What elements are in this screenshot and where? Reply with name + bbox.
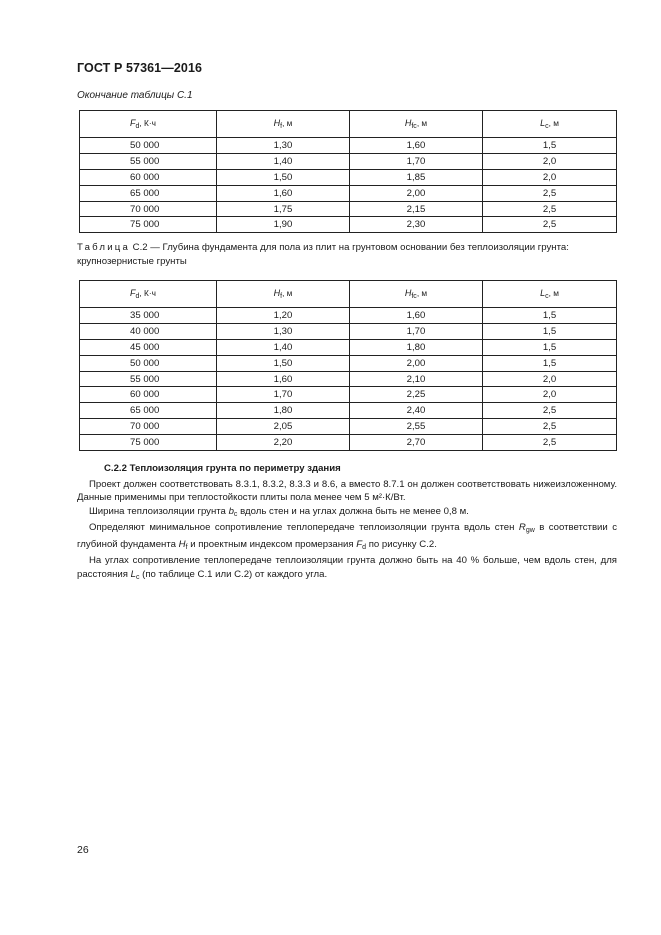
column-unit: , м [416, 118, 428, 128]
section-heading: С.2.2 Теплоизоляция грунта по периметру здания [104, 463, 341, 474]
table-cell: 2,5 [483, 403, 617, 419]
table-row [80, 201, 617, 217]
table-cell: 1,75 [217, 201, 350, 217]
table-cell: 2,15 [350, 201, 483, 217]
table-cell: 55 000 [80, 371, 217, 387]
table-cell: 1,70 [217, 387, 350, 403]
table-cell: 1,30 [217, 138, 350, 154]
paragraph-2 [77, 505, 617, 522]
table-row [80, 435, 617, 451]
table-cell: 60 000 [80, 387, 217, 403]
table-row [80, 355, 617, 371]
column-unit: , м [282, 288, 293, 298]
table-cell: 50 000 [80, 355, 217, 371]
column-header [483, 111, 617, 138]
table-row [80, 403, 617, 419]
column-header [217, 111, 350, 138]
table-cell: 2,25 [350, 387, 483, 403]
table-cell: 2,70 [350, 435, 483, 451]
paragraph-1: Проект должен соответствовать 8.3.1, 8.3.2, 8.3.3 и 8.6, а вместо 8.7.1 он должен соответствовать нижеизложенному. Данные применимы при теплостойкости плиты пола менее чем 5 м²·К/Вт. [77, 478, 617, 503]
table-cell: 70 000 [80, 419, 217, 435]
text-run: вдоль стен и на углах должна быть не менее 0,8 м. [237, 505, 469, 517]
column-unit: , К·ч [139, 288, 156, 298]
table-cell: 2,00 [350, 355, 483, 371]
symbol: b [228, 505, 234, 517]
table-row [80, 387, 617, 403]
column-unit: , м [282, 118, 293, 128]
table-cell: 75 000 [80, 435, 217, 451]
column-header [217, 281, 350, 308]
table-cell: 75 000 [80, 217, 217, 233]
symbol-subscript: d [362, 543, 367, 551]
column-symbol: H [404, 118, 412, 128]
table-cell: 1,40 [217, 153, 350, 169]
table-cell: 50 000 [80, 138, 217, 154]
column-symbol: H [404, 288, 412, 298]
column-subscript: d [135, 293, 140, 300]
caption-label: Таблица [77, 242, 131, 253]
column-symbol: H [273, 288, 281, 298]
table-cell: 2,0 [483, 371, 617, 387]
text-run: и проектным индексом промерзания [187, 538, 357, 550]
table-cell: 2,00 [350, 185, 483, 201]
text-run: в соответствии с глубиной фундамента [77, 522, 617, 550]
table-header [80, 111, 617, 138]
table-cell: 1,60 [217, 371, 350, 387]
table-c2-caption [77, 241, 617, 269]
table-cell: 1,70 [350, 323, 483, 339]
symbol-subscript: f [185, 543, 188, 551]
column-unit: , м [548, 118, 559, 128]
table-cell: 45 000 [80, 339, 217, 355]
table-row [80, 339, 617, 355]
table-cell: 2,0 [483, 387, 617, 403]
table-cell: 65 000 [80, 403, 217, 419]
column-subscript: c [545, 123, 549, 130]
table-cell: 1,30 [217, 323, 350, 339]
table-cell: 1,60 [217, 185, 350, 201]
symbol: H [178, 538, 186, 550]
column-subscript: f [280, 123, 283, 130]
column-subscript: fc [411, 123, 417, 130]
column-unit: , м [548, 288, 559, 298]
column-header [80, 281, 217, 308]
text-run: (по таблице С.1 или С.2) от каждого угла. [139, 568, 328, 580]
table-cell: 1,20 [217, 308, 350, 324]
paragraph-4 [77, 554, 617, 584]
table-row [80, 371, 617, 387]
table-cell: 1,5 [483, 355, 617, 371]
table-cell: 1,60 [350, 138, 483, 154]
table-cell: 60 000 [80, 169, 217, 185]
table-row [80, 419, 617, 435]
table-cell: 2,5 [483, 419, 617, 435]
column-subscript: d [135, 123, 140, 130]
table-cell: 1,50 [217, 355, 350, 371]
column-symbol: H [273, 118, 281, 128]
table-cell: 55 000 [80, 153, 217, 169]
table-cell: 1,90 [217, 217, 350, 233]
table-row [80, 323, 617, 339]
table-cell: 1,70 [350, 153, 483, 169]
table-cell: 2,5 [483, 217, 617, 233]
symbol-subscript: gw [525, 527, 535, 534]
table-cell: 35 000 [80, 308, 217, 324]
text-run: по рисунку С.2. [366, 538, 437, 550]
table-row [80, 308, 617, 324]
text-run: На углах сопротивление теплопередаче теплоизоляции грунта должно быть на 40 % больше, чем вдоль стен, для расстояния [77, 555, 617, 580]
table-row [80, 169, 617, 185]
table-continuation-title: Окончание таблицы С.1 [77, 90, 193, 101]
column-unit: , К·ч [139, 118, 156, 128]
column-subscript: f [280, 293, 283, 300]
table-cell: 2,05 [217, 419, 350, 435]
table-c2 [79, 280, 617, 451]
column-header [80, 111, 217, 138]
text-run: Определяют минимальное сопротивление теплопередаче теплоизоляции грунта вдоль стен [89, 522, 519, 533]
table-cell: 1,5 [483, 138, 617, 154]
symbol: R [518, 522, 526, 533]
column-symbol: L [540, 118, 546, 128]
table-cell: 1,80 [217, 403, 350, 419]
table-body [80, 308, 617, 451]
table-cell: 2,0 [483, 169, 617, 185]
column-symbol: F [130, 118, 136, 128]
header-row [80, 111, 617, 138]
column-header [350, 111, 483, 138]
symbol: F [356, 538, 363, 550]
table-cell: 1,5 [483, 323, 617, 339]
table-cell: 2,5 [483, 201, 617, 217]
symbol: L [130, 568, 136, 580]
table-cell: 2,5 [483, 185, 617, 201]
table-cell: 65 000 [80, 185, 217, 201]
table-cell: 1,5 [483, 308, 617, 324]
table-row [80, 138, 617, 154]
table-cell: 2,40 [350, 403, 483, 419]
section-c22 [77, 462, 617, 584]
table-row [80, 217, 617, 233]
symbol-subscript: c [135, 573, 140, 581]
table-c1-end [79, 110, 617, 233]
table-cell: 2,5 [483, 435, 617, 451]
table-cell: 1,50 [217, 169, 350, 185]
text-run: Ширина теплоизоляции грунта [89, 505, 229, 517]
column-subscript: fc [411, 293, 417, 300]
column-unit: , м [416, 288, 428, 298]
paragraph-3 [77, 521, 617, 554]
table-cell: 1,40 [217, 339, 350, 355]
table-cell: 2,0 [483, 153, 617, 169]
table-cell: 1,5 [483, 339, 617, 355]
table-cell: 2,30 [350, 217, 483, 233]
table-cell: 2,55 [350, 419, 483, 435]
caption-text: С.2 — Глубина фундамента для пола из плит на грунтовом основании без теплоизоляции грунта: крупнозернистые грунты [77, 242, 569, 267]
table-cell: 40 000 [80, 323, 217, 339]
column-subscript: c [545, 293, 549, 300]
table-cell: 2,10 [350, 371, 483, 387]
document-code: ГОСТ Р 57361—2016 [77, 61, 203, 75]
column-symbol: L [540, 288, 546, 298]
symbol-subscript: c [233, 510, 238, 518]
page-number: 26 [77, 844, 89, 856]
table-header [80, 281, 617, 308]
table-cell: 2,20 [217, 435, 350, 451]
table-cell: 1,60 [350, 308, 483, 324]
table-row [80, 153, 617, 169]
column-symbol: F [130, 288, 136, 298]
table-row [80, 185, 617, 201]
column-header [350, 281, 483, 308]
table-cell: 1,85 [350, 169, 483, 185]
column-header [483, 281, 617, 308]
table-cell: 1,80 [350, 339, 483, 355]
header-row [80, 281, 617, 308]
table-cell: 70 000 [80, 201, 217, 217]
table-body [80, 138, 617, 233]
